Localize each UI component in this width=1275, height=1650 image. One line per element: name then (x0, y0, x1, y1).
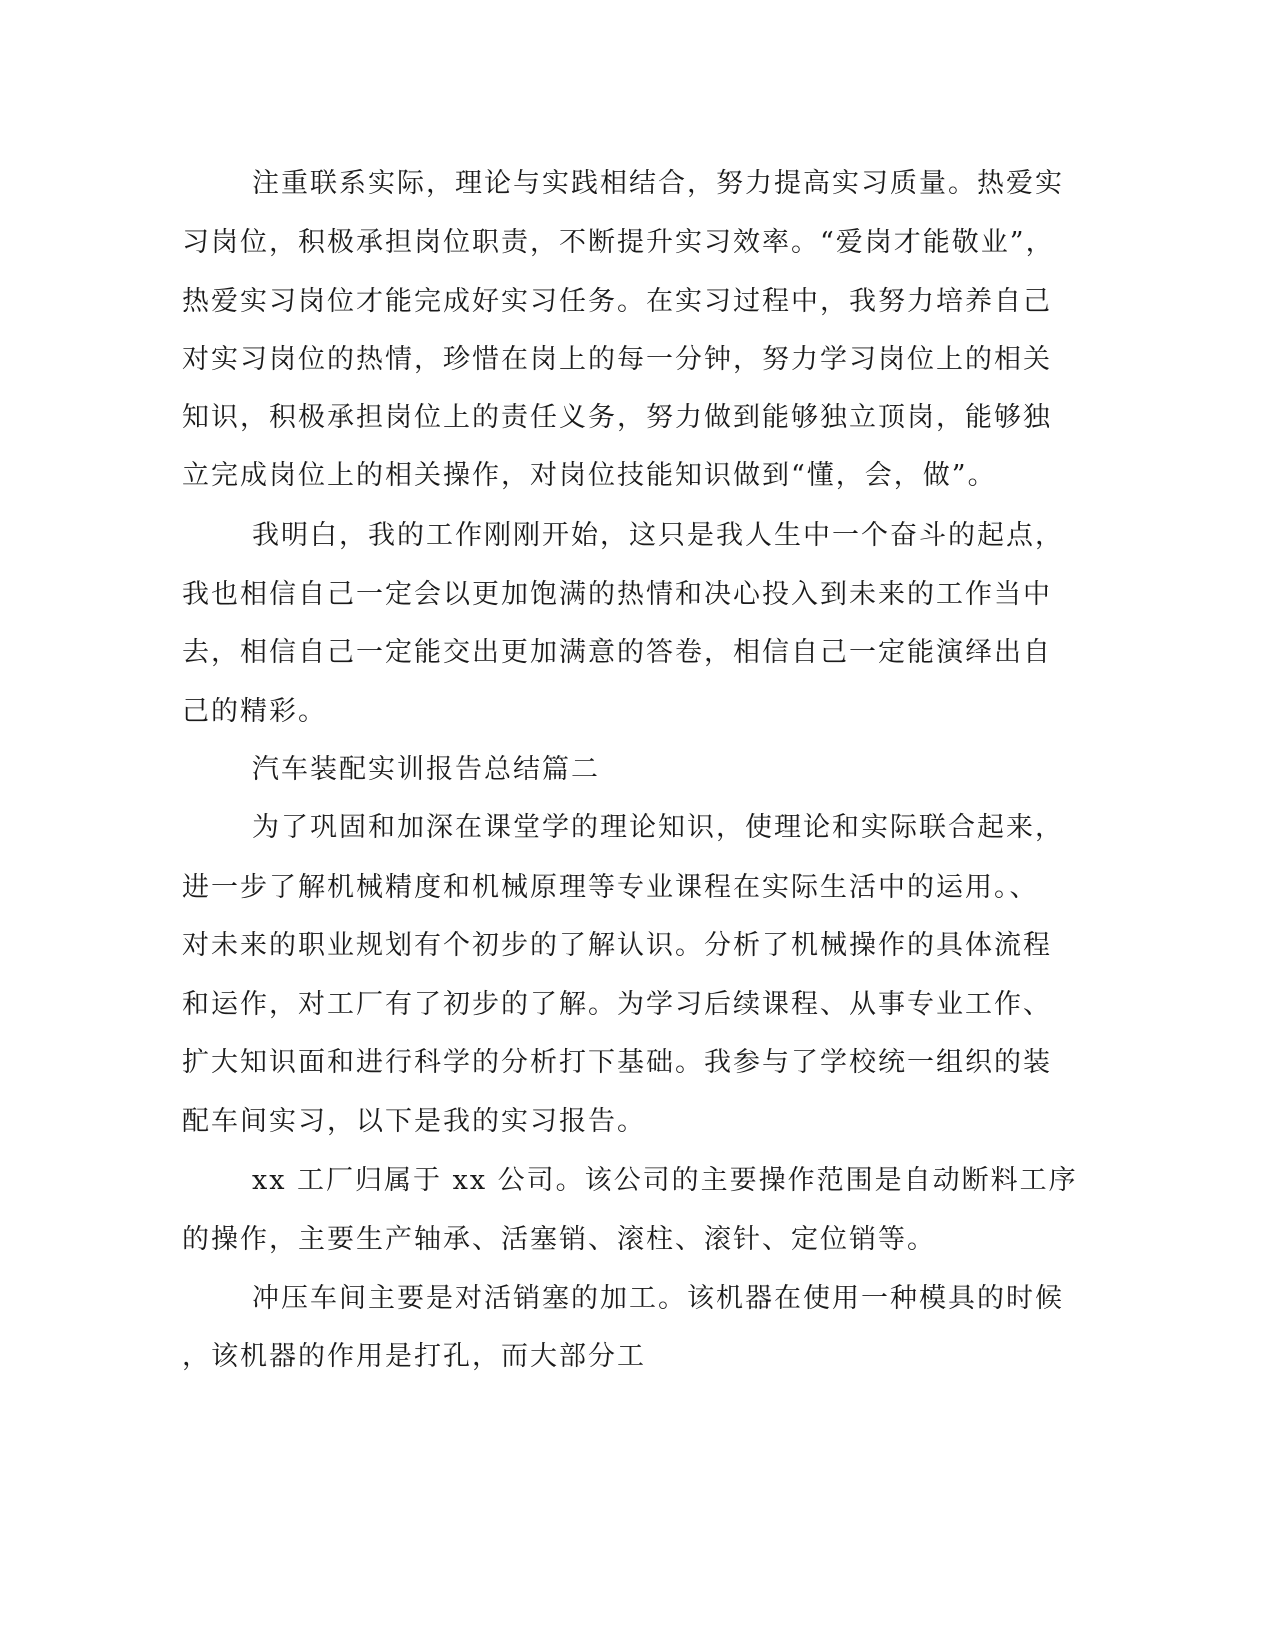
text-line: 对实习岗位的热情，珍惜在岗上的每一分钟，努力学习岗位上的相关 (182, 344, 1052, 375)
text-line: 己的精彩。 (182, 696, 327, 727)
text-line: xx 工厂归属于 xx 公司。该公司的主要操作范围是自动断料工序 (252, 1165, 1078, 1196)
text-line: 我也相信自己一定会以更加饱满的热情和决心投入到未来的工作当中 (182, 579, 1052, 610)
text-line: 的操作，主要生产轴承、活塞销、滚柱、滚针、定位销等。 (182, 1224, 936, 1255)
text-line: 进一步了解机械精度和机械原理等专业课程在实际生活中的运用。、 (182, 872, 1039, 903)
text-line: 对未来的职业规划有个初步的了解认识。分析了机械操作的具体流程 (182, 930, 1052, 961)
section-heading: 汽车装配实训报告总结篇二 (252, 754, 600, 785)
text-line: ，该机器的作用是打孔，而大部分工 (182, 1341, 646, 1372)
text-line: 习岗位，积极承担岗位职责，不断提升实习效率。“爱岗才能敬业”， (182, 227, 1055, 258)
text-line: 立完成岗位上的相关操作，对岗位技能知识做到“懂，会，做”。 (182, 460, 997, 491)
text-line: 冲压车间主要是对活销塞的加工。该机器在使用一种模具的时候 (252, 1283, 1064, 1314)
text-line: 为了巩固和加深在课堂学的理论知识，使理论和实际联合起来， (252, 812, 1064, 843)
text-line: 注重联系实际，理论与实践相结合，努力提高实习质量。热爱实 (252, 168, 1064, 199)
text-line: 热爱实习岗位才能完成好实习任务。在实习过程中，我努力培养自己 (182, 286, 1052, 317)
text-line: 知识，积极承担岗位上的责任义务，努力做到能够独立顶岗，能够独 (182, 402, 1052, 433)
text-line: 和运作，对工厂有了初步的了解。为学习后续课程、从事专业工作、 (182, 989, 1052, 1020)
text-line: 我明白，我的工作刚刚开始，这只是我人生中一个奋斗的起点， (252, 520, 1064, 551)
text-line: 去，相信自己一定能交出更加满意的答卷，相信自己一定能演绎出自 (182, 637, 1052, 668)
text-line: 扩大知识面和进行科学的分析打下基础。我参与了学校统一组织的装 (182, 1047, 1052, 1078)
text-line: 配车间实习，以下是我的实习报告。 (182, 1106, 646, 1137)
